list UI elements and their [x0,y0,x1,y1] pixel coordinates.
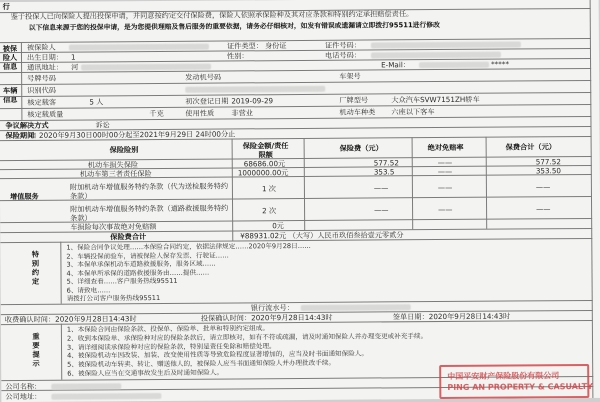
insured-name-redacted [69,44,209,51]
vehicle-seats: 5 人 [89,97,104,107]
insured-gender-label: 性别： [226,51,249,61]
vehicle-vin-redacted [185,86,325,93]
insured-address: 河 [71,62,79,72]
vehicle-reg-date: 2019-09-29 [231,96,274,106]
insured-phone-label: 电话号码： [324,50,361,60]
footer-company-name-redacted [51,383,121,389]
special-line: 6、请致电…… [66,285,111,295]
vehicle-engine-label: 发动机号码 [185,72,222,82]
footer-company-name-label: 公司名称： [5,381,42,392]
special-line: 2、车辆投保前验车，请被保险人保存发票、行驶证…… [66,250,229,261]
footer-company-addr-label: 公司地址： [5,391,42,402]
tips-section-label: 重要提示 [32,331,40,368]
special-line: 3、本保单承保机动车道路救援服务，服务区域…… [66,259,216,269]
vehicle-seats-label: 核定载客 [27,97,57,107]
insured-id-no-redacted [371,41,521,48]
insured-section-label: 被保险人信息 [2,43,18,72]
insured-birth-label: 出生日期： [26,52,63,62]
coverage-head-premium-total: 保费合计（元） [505,142,556,152]
coverage-row-1-premium: 577.52 [373,158,399,168]
coverage-row-1-amount: 68686.00元 [243,159,286,169]
vehicle-use-label: 使用性质 [185,108,215,118]
tips-line: 4、被保险机动车因改装、加装、改变使用性质等导致危险程度显著增加的，应当及时书面通知保险人。 [67,349,369,361]
insured-phone-redacted [371,52,501,59]
tips-line: 6、被保险人应当在交通事故发生后及时通知保险人。 [67,368,224,378]
insured-id-type-label: 证件类型： [226,41,263,51]
bank-label: 银行流水号： [250,303,294,313]
coverage-head-premium: 保险费（元） [339,143,383,153]
stamp-line-1: 中国平安财产保险股份有限公司 [447,371,560,381]
tips-line: 3、请详细阅读承保险种对应的保险条款，特别是责任免除和赔偿处理。 [66,341,276,352]
vehicle-plate-label: 号牌号码 [27,73,56,83]
dispute-label: 争议解决方式 [5,120,49,131]
tips-line: 2、收到本保险单、承保险种对应的保险条款后，请立即核对，如有不符或疏漏，请及时通知保险人并办理变更或补充手续。 [66,331,428,343]
coverage-head-deductible: 绝对免赔率 [427,142,464,153]
vehicle-section-label: 车辆信息 [2,85,18,105]
coverage-row-2-deductible: —— [437,166,453,177]
vehicle-kind-label: 机动车种类 [339,107,376,117]
insured-notice: 以下信息来源于您的投保申请，是为您提供理赔及售后服务的重要依据，请务必仔细核对，如发有错误或遗漏请立即拨打95511进行修改 [28,21,440,32]
coverage-row-3-deductible: —— [437,182,453,193]
total-label: 保险费合计 [110,232,147,242]
special-line: 1、保险合同争议处理……本保险合同约定，依据法律规定……2020年9月28日…… [66,241,311,252]
coverage-section-label: 增值服务 [9,191,39,202]
vehicle-model: 大众汽车SVW7151ZH轿车 [391,94,480,105]
coverage-head-amount: 保险金额/责任限额 [242,141,289,160]
special-section-label: 特别约定 [31,249,40,286]
period-value: 自 2020年9月30日00时00分起至2021年9月29日 24时00分止 [29,129,236,140]
confirm-sign: 签单日期：2020年9月28日14:43时 [392,311,511,322]
coverage-row-2-amount: 1000000.00元 [237,168,289,178]
dispute-value: 诉讼 [95,120,110,130]
insured-id-no-label: 证件号码： [324,40,361,50]
vehicle-mass: 千克 [149,108,164,119]
tips-line: 5、被保险机动车转卖、转让、赠送他人的，被保险人应当书面通知保险人并办理批改手续。 [67,358,336,369]
footer-company-addr-redacted [51,393,161,400]
vehicle-kind: 六座以下客车 [391,107,435,117]
insured-name-label: 被保险人 [26,42,56,52]
special-line: 5、详细查看……客户服务热线95511 [66,276,178,286]
coverage-row-3-amount: 1 次 [261,184,276,194]
header-label: 行 [2,2,10,12]
deductible-value: 0元 [272,221,284,231]
header-clause: 鉴于投保人已向保险人提出投保申请，并同意按约定交付保险费，保险人依照承保险种及其对应条款和特别约定承担赔偿责任。 [10,9,414,22]
coverage-head-item: 保险险别 [109,145,139,155]
insured-email-redacted [419,62,489,68]
vehicle-use: 非营业 [231,108,253,118]
tips-line: 1、本保险合同由保险条款、投保单、保险单、批单和特别约定组成。 [66,324,269,334]
total-value: ¥88931.02元 （大写）人民币玖佰叁拾壹元零贰分 [240,230,404,241]
coverage-row-3-item: 附加机动车增值服务特约条款（代为送检服务特约条款） [69,181,229,201]
coverage-row-3-total: —— [535,182,551,192]
coverage-row-4-amount: 2 次 [262,206,277,216]
coverage-row-2-item: 机动车第三者责任保险 [79,169,152,179]
confirm-receipt: 收费确认时间：2020年9月28日14:43时 [4,314,137,325]
insured-email-tail: ***** [491,59,510,69]
insured-email-label: E-Mail： [381,60,411,70]
special-line: 4、本保单所承保的道路救援服务由……提供…… [66,268,210,278]
coverage-row-4-total: —— [536,204,551,214]
stamp-line-2: PING AN PROPERTY & CASUALTY [447,381,593,392]
vehicle-vin-label: 识别代码 [27,85,57,95]
vehicle-reg-label: 初次登记日期 [185,96,229,106]
insured-address-redacted [81,64,211,71]
bank-serial-redacted [301,304,411,311]
coverage-row-4-premium: —— [374,205,389,215]
coverage-row-3-premium: —— [373,183,389,193]
coverage-row-1-item: 机动车损失保险 [87,160,139,170]
coverage-row-1-deductible: —— [437,157,453,168]
insured-address-label: 通讯地址： [27,62,64,72]
deductible-label: 车损险每次事故绝对免赔额 [70,222,157,232]
coverage-row-4-item: 附加机动车增值服务特约条款（道路救援服务特约条款） [70,203,229,223]
coverage-row-4-deductible: —— [438,204,453,215]
coverage-row-2-premium: 353.5 [373,167,395,177]
coverage-row-1-total: 577.52 [535,157,561,167]
vehicle-model-label: 厂牌型号 [339,95,369,105]
vehicle-mass-label: 核定载质量 [27,109,64,119]
special-line: 请拨打公司客户服务热线95511 [66,293,161,303]
confirm-policy: 投保确认时间：2020年9月28日14:43时 [200,312,333,323]
company-stamp [439,364,593,399]
period-label: 保险期间 [5,130,35,141]
insured-id-type: 身份证 [264,41,287,51]
coverage-row-2-total: 353.50 [535,166,561,176]
vehicle-frame-label: 车架号 [339,71,361,81]
insured-birth-year: 1 [70,52,76,62]
